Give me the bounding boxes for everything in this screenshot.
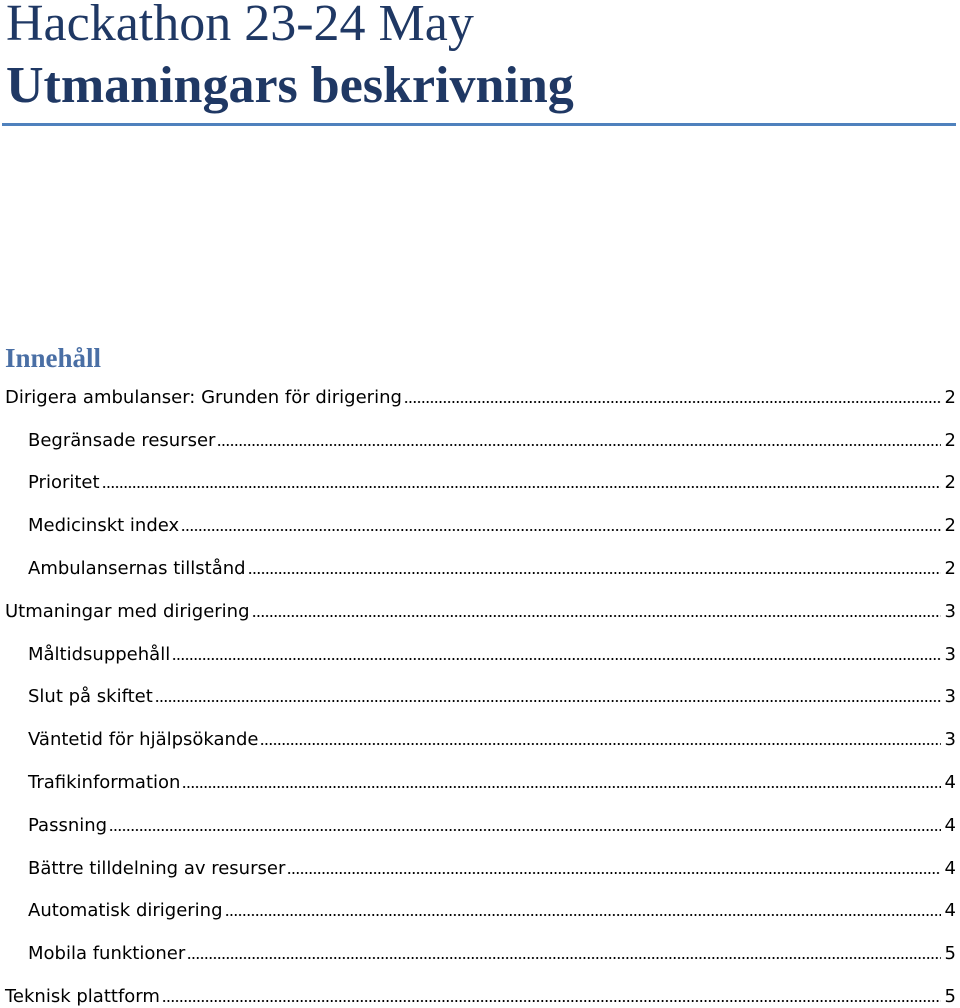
toc-entry-label[interactable]: Teknisk plattform — [5, 985, 160, 1007]
toc-entry[interactable] — [0, 930, 956, 973]
toc-entry[interactable] — [0, 973, 956, 1008]
toc-entry[interactable] — [0, 888, 956, 931]
toc-entry-page-number[interactable]: 4 — [944, 814, 956, 836]
table-of-contents — [0, 374, 956, 1008]
toc-entry-label[interactable]: Automatisk dirigering — [28, 900, 223, 922]
toc-entry-page-number[interactable]: 3 — [944, 600, 956, 622]
toc-dot-leader — [162, 999, 941, 1003]
toc-entry[interactable] — [0, 759, 956, 802]
toc-entry-label[interactable]: Bättre tilldelning av resurser — [28, 857, 286, 879]
toc-dot-leader — [252, 614, 941, 618]
toc-dot-leader — [181, 528, 940, 532]
toc-entry-label[interactable]: Medicinskt index — [28, 515, 180, 537]
toc-entry-label[interactable]: Dirigera ambulanser: Grunden för dirigering — [5, 386, 402, 408]
toc-entry[interactable] — [0, 716, 956, 759]
toc-entry-label[interactable]: Måltidsuppehåll — [28, 643, 171, 665]
toc-entry[interactable] — [0, 374, 956, 417]
toc-entry[interactable] — [0, 631, 956, 674]
toc-entry-page-number[interactable]: 5 — [944, 985, 956, 1007]
toc-entry-page-number[interactable]: 2 — [944, 429, 956, 451]
toc-dot-leader — [172, 657, 940, 661]
toc-entry-label[interactable]: Trafikinformation — [28, 771, 181, 793]
document-title-line-1: Hackathon 23-24 May — [6, 0, 474, 52]
toc-entry-label[interactable]: Slut på skiftet — [28, 686, 153, 708]
toc-entry[interactable] — [0, 460, 956, 503]
toc-entry[interactable] — [0, 588, 956, 631]
toc-entry-page-number[interactable]: 2 — [944, 386, 956, 408]
toc-dot-leader — [260, 742, 940, 746]
toc-entry-page-number[interactable]: 5 — [944, 943, 956, 965]
title-underline-divider — [2, 123, 956, 126]
toc-entry[interactable] — [0, 502, 956, 545]
toc-entry-page-number[interactable]: 3 — [944, 643, 956, 665]
toc-dot-leader — [182, 785, 940, 789]
toc-entry-page-number[interactable]: 4 — [944, 857, 956, 879]
toc-entry-label[interactable]: Väntetid för hjälpsökande — [28, 729, 259, 751]
toc-dot-leader — [102, 485, 941, 489]
toc-dot-leader — [287, 871, 940, 875]
toc-entry-label[interactable]: Ambulansernas tillstånd — [28, 557, 246, 579]
toc-entry-label[interactable]: Prioritet — [28, 472, 100, 494]
toc-entry-label[interactable]: Mobila funktioner — [28, 943, 186, 965]
toc-dot-leader — [248, 571, 941, 575]
toc-entry-page-number[interactable]: 4 — [944, 771, 956, 793]
toc-entry[interactable] — [0, 802, 956, 845]
toc-entry-page-number[interactable]: 3 — [944, 686, 956, 708]
toc-entry[interactable] — [0, 674, 956, 717]
toc-dot-leader — [155, 699, 941, 703]
toc-entry[interactable] — [0, 417, 956, 460]
toc-dot-leader — [404, 400, 941, 404]
toc-entry-label[interactable]: Utmaningar med dirigering — [5, 600, 250, 622]
toc-entry[interactable] — [0, 545, 956, 588]
document-title-line-2: Utmaningars beskrivning — [6, 57, 574, 114]
toc-dot-leader — [225, 913, 941, 917]
toc-entry-label[interactable]: Passning — [28, 814, 108, 836]
toc-dot-leader — [109, 828, 940, 832]
toc-entry-page-number[interactable]: 3 — [944, 729, 956, 751]
toc-entry-label[interactable]: Begränsade resurser — [28, 429, 216, 451]
toc-entry-page-number[interactable]: 2 — [944, 515, 956, 537]
toc-entry-page-number[interactable]: 2 — [944, 557, 956, 579]
toc-entry-page-number[interactable]: 4 — [944, 900, 956, 922]
toc-dot-leader — [187, 956, 940, 960]
toc-dot-leader — [217, 443, 940, 447]
toc-entry-page-number[interactable]: 2 — [944, 472, 956, 494]
toc-heading: Innehåll — [5, 343, 102, 373]
toc-entry[interactable] — [0, 845, 956, 888]
